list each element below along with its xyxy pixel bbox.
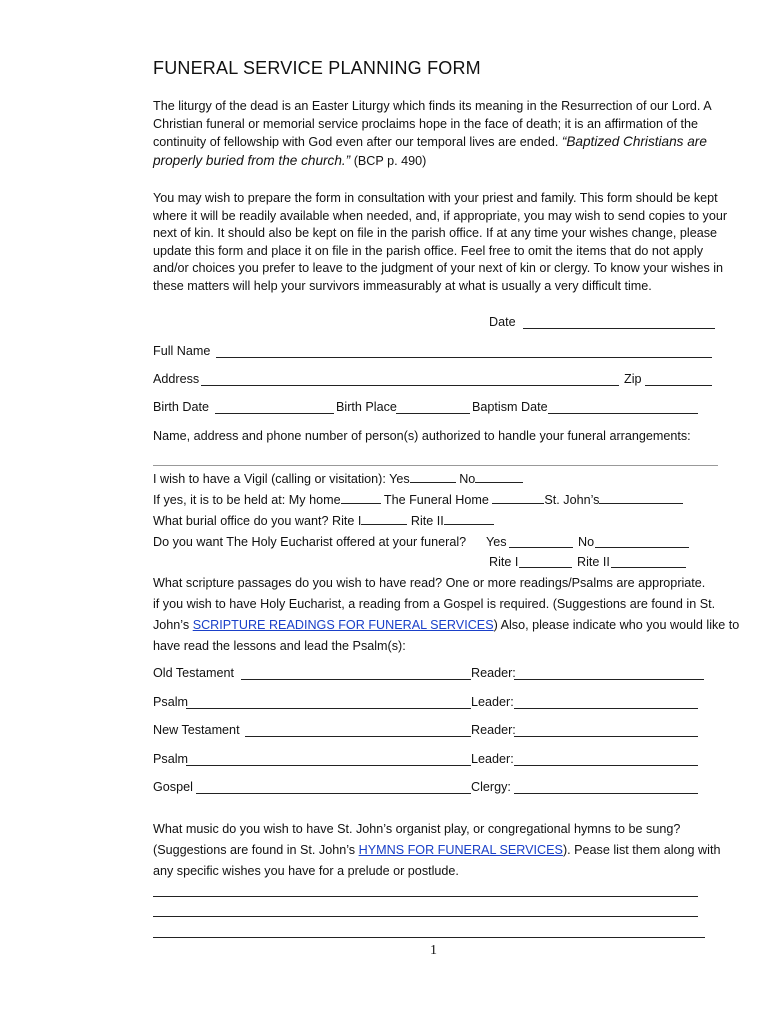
birth-place-label: Birth Place bbox=[336, 400, 397, 414]
funeral-home-field[interactable] bbox=[492, 491, 544, 504]
intro-quote: “Baptized Christians are properly buried from the church.” bbox=[153, 134, 707, 168]
scripture-line-3-post: ) Also, please indicate who you would like to bbox=[493, 618, 740, 632]
authorized-label: Name, address and phone number of person(s) authorized to handle your funeral arrangements: bbox=[153, 429, 691, 443]
scripture-line-4: have read the lessons and lead the Psalm(s): bbox=[153, 639, 406, 653]
page-number: 1 bbox=[430, 943, 437, 958]
eucharist-rite1-field[interactable] bbox=[519, 567, 572, 568]
location-question: If yes, it is to be held at: My home bbox=[153, 493, 341, 507]
funeral-home-label: The Funeral Home bbox=[383, 493, 489, 507]
zip-field[interactable] bbox=[645, 385, 712, 386]
zip-label: Zip bbox=[624, 372, 642, 386]
vigil-row bbox=[153, 470, 523, 488]
reading-role-label: Leader: bbox=[471, 695, 514, 709]
birth-date-field[interactable] bbox=[215, 413, 334, 414]
full-name-label: Full Name bbox=[153, 344, 211, 358]
st-johns-field[interactable] bbox=[599, 491, 683, 504]
scripture-line-3-pre: John’s bbox=[153, 618, 193, 632]
eucharist-rite2-field[interactable] bbox=[611, 567, 686, 568]
reading-field[interactable] bbox=[245, 736, 471, 737]
address-field[interactable] bbox=[201, 385, 619, 386]
reading-role-label: Clergy: bbox=[471, 780, 511, 794]
form-title: FUNERAL SERVICE PLANNING FORM bbox=[153, 58, 481, 78]
eucharist-question: Do you want The Holy Eucharist offered at your funeral? bbox=[153, 535, 467, 549]
st-johns-label: St. John’s bbox=[544, 493, 600, 507]
scripture-line-3 bbox=[153, 616, 739, 634]
scripture-line-1: What scripture passages do you wish to have read? One or more readings/Psalms are appropriate. bbox=[153, 576, 706, 590]
music-line-2-post: ). Pease list them along with bbox=[562, 843, 721, 857]
reading-label: Gospel bbox=[153, 780, 193, 794]
date-label: Date bbox=[489, 315, 516, 329]
reading-label: Psalm bbox=[153, 752, 188, 766]
burial-row bbox=[153, 512, 494, 530]
vigil-yes-field[interactable] bbox=[410, 470, 456, 483]
reading-label: Old Testament bbox=[153, 666, 234, 680]
eucharist-rite1-label: Rite I bbox=[489, 555, 519, 569]
home-field[interactable] bbox=[341, 491, 381, 504]
music-answer-line[interactable] bbox=[153, 937, 705, 938]
reading-role-field[interactable] bbox=[514, 736, 698, 737]
music-answer-line[interactable] bbox=[153, 916, 698, 917]
burial-rite1-field[interactable] bbox=[361, 512, 407, 525]
eucharist-yes-label: Yes bbox=[486, 535, 507, 549]
birth-date-label: Birth Date bbox=[153, 400, 209, 414]
music-line-2-pre: (Suggestions are found in St. John’s bbox=[153, 843, 359, 857]
date-field[interactable] bbox=[523, 328, 715, 329]
reading-role-field[interactable] bbox=[514, 765, 698, 766]
burial-rite1-label: Rite I bbox=[331, 514, 362, 528]
reading-field[interactable] bbox=[186, 708, 471, 709]
hymns-link[interactable]: HYMNS FOR FUNERAL SERVICES bbox=[358, 843, 563, 857]
baptism-date-field[interactable] bbox=[548, 413, 698, 414]
reading-field[interactable] bbox=[196, 793, 471, 794]
reading-role-field[interactable] bbox=[514, 708, 698, 709]
vigil-question: I wish to have a Vigil (calling or visitation): bbox=[153, 472, 386, 486]
eucharist-no-field[interactable] bbox=[595, 547, 689, 548]
reading-field[interactable] bbox=[186, 765, 471, 766]
eucharist-no-label: No bbox=[578, 535, 595, 549]
location-row bbox=[153, 491, 683, 509]
reading-label: Psalm bbox=[153, 695, 188, 709]
eucharist-yes-field[interactable] bbox=[509, 547, 573, 548]
scripture-readings-link[interactable]: SCRIPTURE READINGS FOR FUNERAL SERVICES bbox=[192, 618, 494, 632]
reading-role-field[interactable] bbox=[514, 793, 698, 794]
instructions-paragraph: You may wish to prepare the form in consultation with your priest and family. This form should be kept where it will be readily available when needed, and, if appropriate, you may wish to send copies to your next of kin. It should also be kept on file in the parish office. If at any time your wishes change, please update this form and place it on file in the parish office. Feel free to omit the items that do not apply and/or choices you prefer to leave to the judgment of your next of kin or clergy. To know your wishes in these matters will help your survivors immeasurably at what is usually a very difficult time. bbox=[153, 191, 728, 293]
burial-rite2-label: Rite II bbox=[410, 514, 444, 528]
address-label: Address bbox=[153, 372, 200, 386]
reading-role-label: Reader: bbox=[471, 666, 516, 680]
intro-citation: (BCP p. 490) bbox=[353, 153, 427, 168]
authorized-field[interactable] bbox=[153, 465, 718, 466]
eucharist-rite2-label: Rite II bbox=[577, 555, 610, 569]
music-line-3: any specific wishes you have for a prelude or postlude. bbox=[153, 864, 459, 878]
vigil-no-label: No bbox=[459, 472, 476, 486]
burial-rite2-field[interactable] bbox=[444, 512, 494, 525]
reading-role-label: Leader: bbox=[471, 752, 514, 766]
burial-question: What burial office do you want? bbox=[153, 514, 329, 528]
vigil-yes-label: Yes bbox=[389, 472, 410, 486]
vigil-no-field[interactable] bbox=[475, 470, 523, 483]
music-answer-line[interactable] bbox=[153, 896, 698, 897]
reading-role-label: Reader: bbox=[471, 723, 516, 737]
intro-paragraph bbox=[153, 98, 728, 170]
reading-label: New Testament bbox=[153, 723, 240, 737]
birth-place-field[interactable] bbox=[396, 413, 470, 414]
reading-field[interactable] bbox=[241, 679, 471, 680]
intro-text: The liturgy of the dead is an Easter Liturgy which finds its meaning in the Resurrection of our Lord. A Christian funeral or memorial service proclaims hope in the face of death; it is an affirmation of the continuity of fellowship with God even after our temporal lives are ended. bbox=[153, 99, 711, 150]
full-name-field[interactable] bbox=[216, 357, 712, 358]
reading-role-field[interactable] bbox=[514, 679, 704, 680]
scripture-line-2: if you wish to have Holy Eucharist, a reading from a Gospel is required. (Suggestions are found in St. bbox=[153, 597, 716, 611]
music-line-1: What music do you wish to have St. John’s organist play, or congregational hymns to be sung? bbox=[153, 822, 681, 836]
baptism-date-label: Baptism Date bbox=[472, 400, 548, 414]
music-line-2 bbox=[153, 841, 720, 859]
